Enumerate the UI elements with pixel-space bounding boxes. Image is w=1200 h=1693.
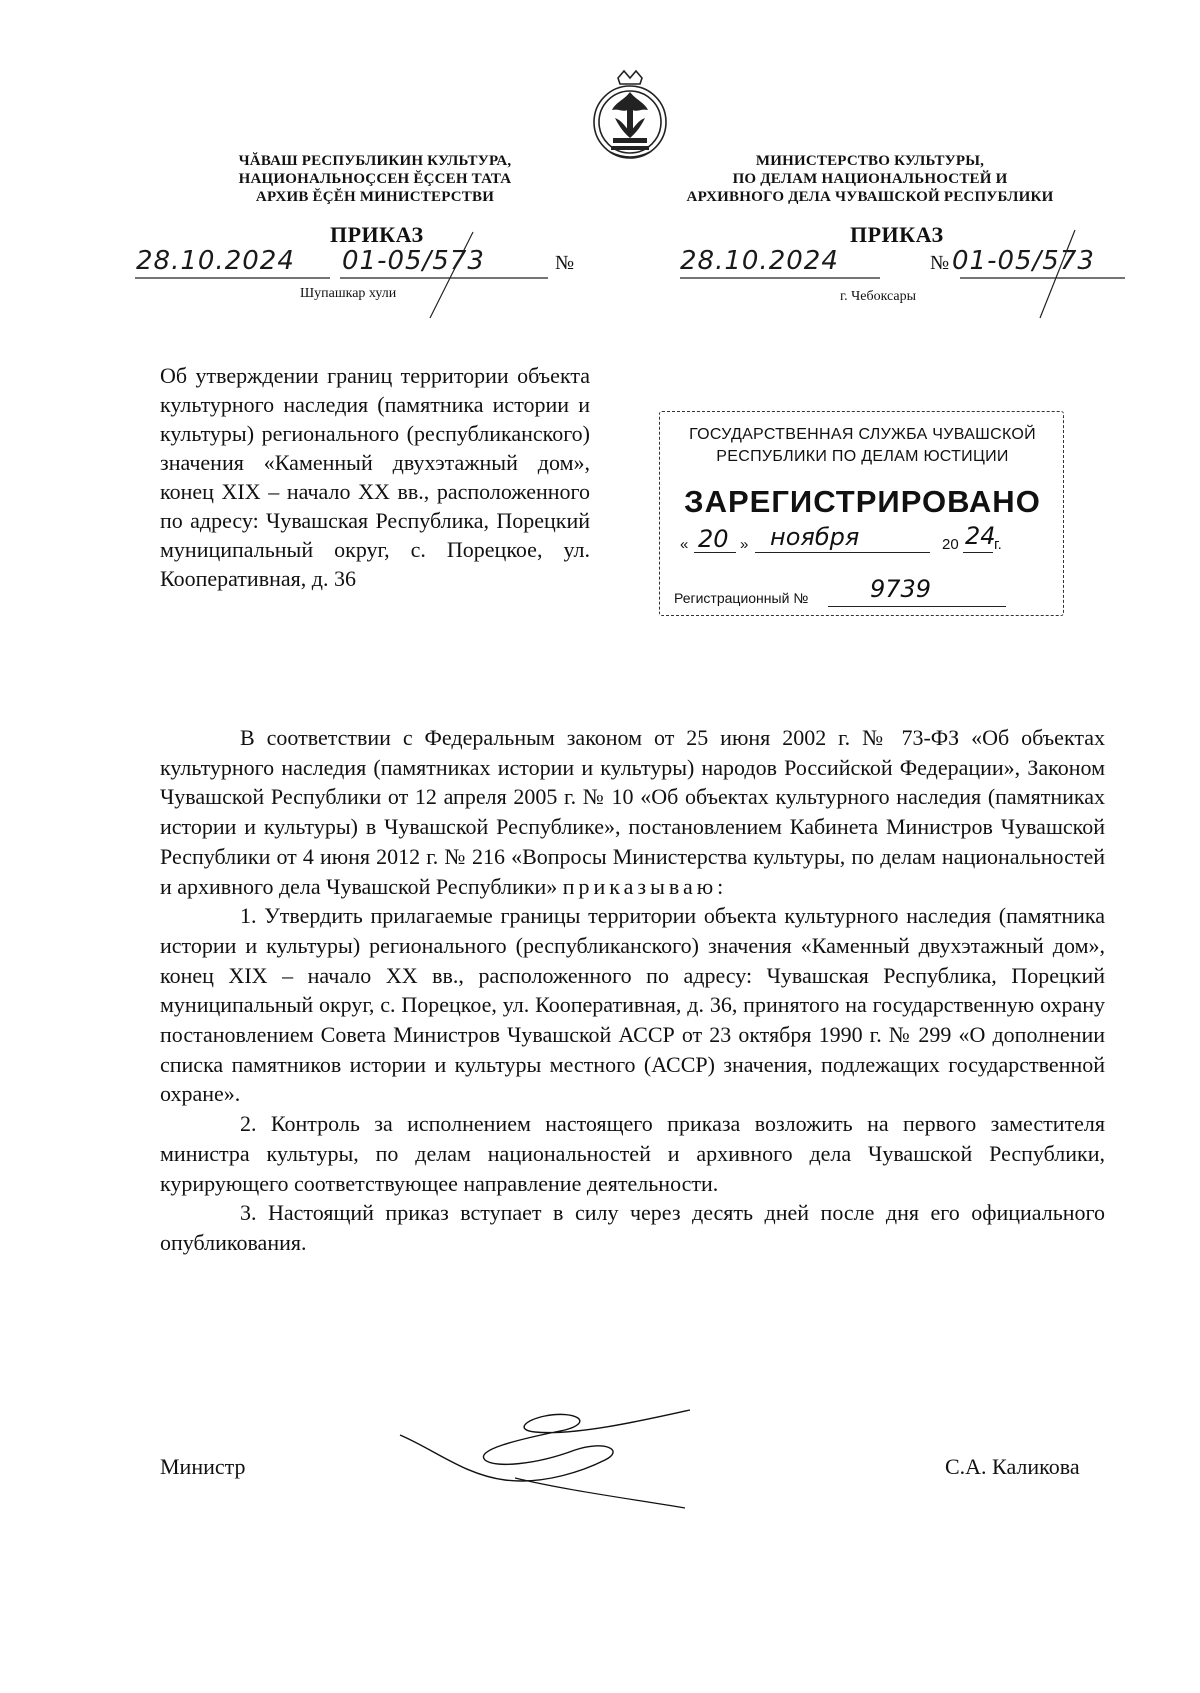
order-number-right: 01-05/573 xyxy=(952,246,1095,276)
stamp-year-line xyxy=(963,552,993,553)
stamp-reg-number-line xyxy=(828,606,1006,607)
stamp-year-suffix: 24 xyxy=(965,522,996,550)
header-left-line: ЧĂВАШ РЕСПУБЛИКИН КУЛЬТУРА, xyxy=(238,153,512,169)
stamp-month: ноября xyxy=(770,523,860,551)
header-right-line: МИНИСТЕРСТВО КУЛЬТУРЫ, xyxy=(755,153,985,169)
body-preamble xyxy=(160,723,1105,901)
signatory-name: С.А. Каликова xyxy=(945,1454,1080,1479)
header-left-line: НАЦИОНАЛЬНОÇСЕН ĔÇСЕН ТАТА xyxy=(238,171,512,187)
number-sign-left: № xyxy=(555,252,575,274)
body-item: 3. Настоящий приказ вступает в силу через десять дней после дня его официального опубликования. xyxy=(160,1200,1105,1255)
number-sign-right: № xyxy=(930,252,950,274)
stamp-status: ЗАРЕГИСТРИРОВАНО xyxy=(684,484,1041,519)
preamble-text: В соответствии с Федеральным законом от 25 июня 2002 г. № 73-ФЗ «Об объектах культурного наследия (памятниках истории и культуры) народов Российской Федерации», Законом Чувашской Республики от 12 апреля 2005 г. № 10 «Об объектах культурного наследия (памятниках истории и культуры) в Чувашской Республике», постановлением Кабинета Министров Чувашской Республики от 4 июня 2012 г. № 216 «Вопросы Министерства культуры, по делам национальностей и архивного дела Чувашской Республики» xyxy=(160,725,1105,899)
registration-stamp xyxy=(659,411,1064,616)
stamp-agency-line2: РЕСПУБЛИКИ ПО ДЕЛАМ ЮСТИЦИИ xyxy=(716,448,1009,465)
stamp-month-line xyxy=(755,552,930,553)
order-label-right: ПРИКАЗ xyxy=(850,222,944,247)
order-date-left: 28.10.2024 xyxy=(136,246,295,276)
order-number-left: 01-05/573 xyxy=(342,246,485,276)
body-item: 2. Контроль за исполнением настоящего приказа возложить на первого заместителя министра культуры, по делам национальностей и архивного дела Чувашской Республики, курирующего соответствующее направление деятельности. xyxy=(160,1111,1105,1196)
stamp-year-prefix: 20 xyxy=(942,536,959,553)
stamp-quote-close: » xyxy=(740,536,749,553)
city-left: Шупашкар хули xyxy=(300,286,397,301)
city-right: г. Чебоксары xyxy=(840,289,917,304)
order-word: приказываю: xyxy=(562,873,728,899)
stamp-agency-line1: ГОСУДАРСТВЕННАЯ СЛУЖБА ЧУВАШСКОЙ xyxy=(689,426,1036,443)
stamp-reg-number-label: Регистрационный № xyxy=(674,590,809,606)
order-body xyxy=(160,723,1105,1258)
order-label-left: ПРИКАЗ xyxy=(330,222,424,247)
stamp-day: 20 xyxy=(698,525,729,553)
header-right-line: ПО ДЕЛАМ НАЦИОНАЛЬНОСТЕЙ И xyxy=(732,171,1008,187)
header-right-line: АРХИВНОГО ДЕЛА ЧУВАШСКОЙ РЕСПУБЛИКИ xyxy=(686,189,1054,205)
signatory-position: Министр xyxy=(160,1454,246,1479)
stamp-year-unit: г. xyxy=(994,536,1002,553)
header-left-line: АРХИВ ĔÇĔН МИНИСТЕРСТВИ xyxy=(255,189,495,205)
order-date-right: 28.10.2024 xyxy=(680,246,839,276)
stamp-quote-open: « xyxy=(680,536,689,553)
body-item: 1. Утвердить прилагаемые границы территории объекта культурного наследия (памятника истории и культуры) регионального (республиканского) значения «Каменный двухэтажный дом», конец XIX – начало XX вв., расположенного по адресу: Чувашская Республика, Порецкий муниципальный округ, с. Порецкое, ул. Кооперативная, д. 36, принятого на государственную охрану постановлением Совета Министров Чувашской АССР от 23 октября 1990 г. № 299 «О дополнении списка памятников истории и культуры местного (АССР) значения, подлежащих государственной охране». xyxy=(160,903,1105,1107)
header-underlines xyxy=(0,0,1200,330)
stamp-reg-number: 9739 xyxy=(870,575,932,603)
handwritten-signature xyxy=(395,1390,695,1510)
order-title: Об утверждении границ территории объекта культурного наследия (памятника истории и культуры) регионального (республиканского) значения «Каменный двухэтажный дом», конец XIX – начало XX вв., расположенного по адресу: Чувашская Республика, Порецкий муниципальный округ, с. Порецкое, ул. Кооперативная, д. 36 xyxy=(160,363,590,591)
